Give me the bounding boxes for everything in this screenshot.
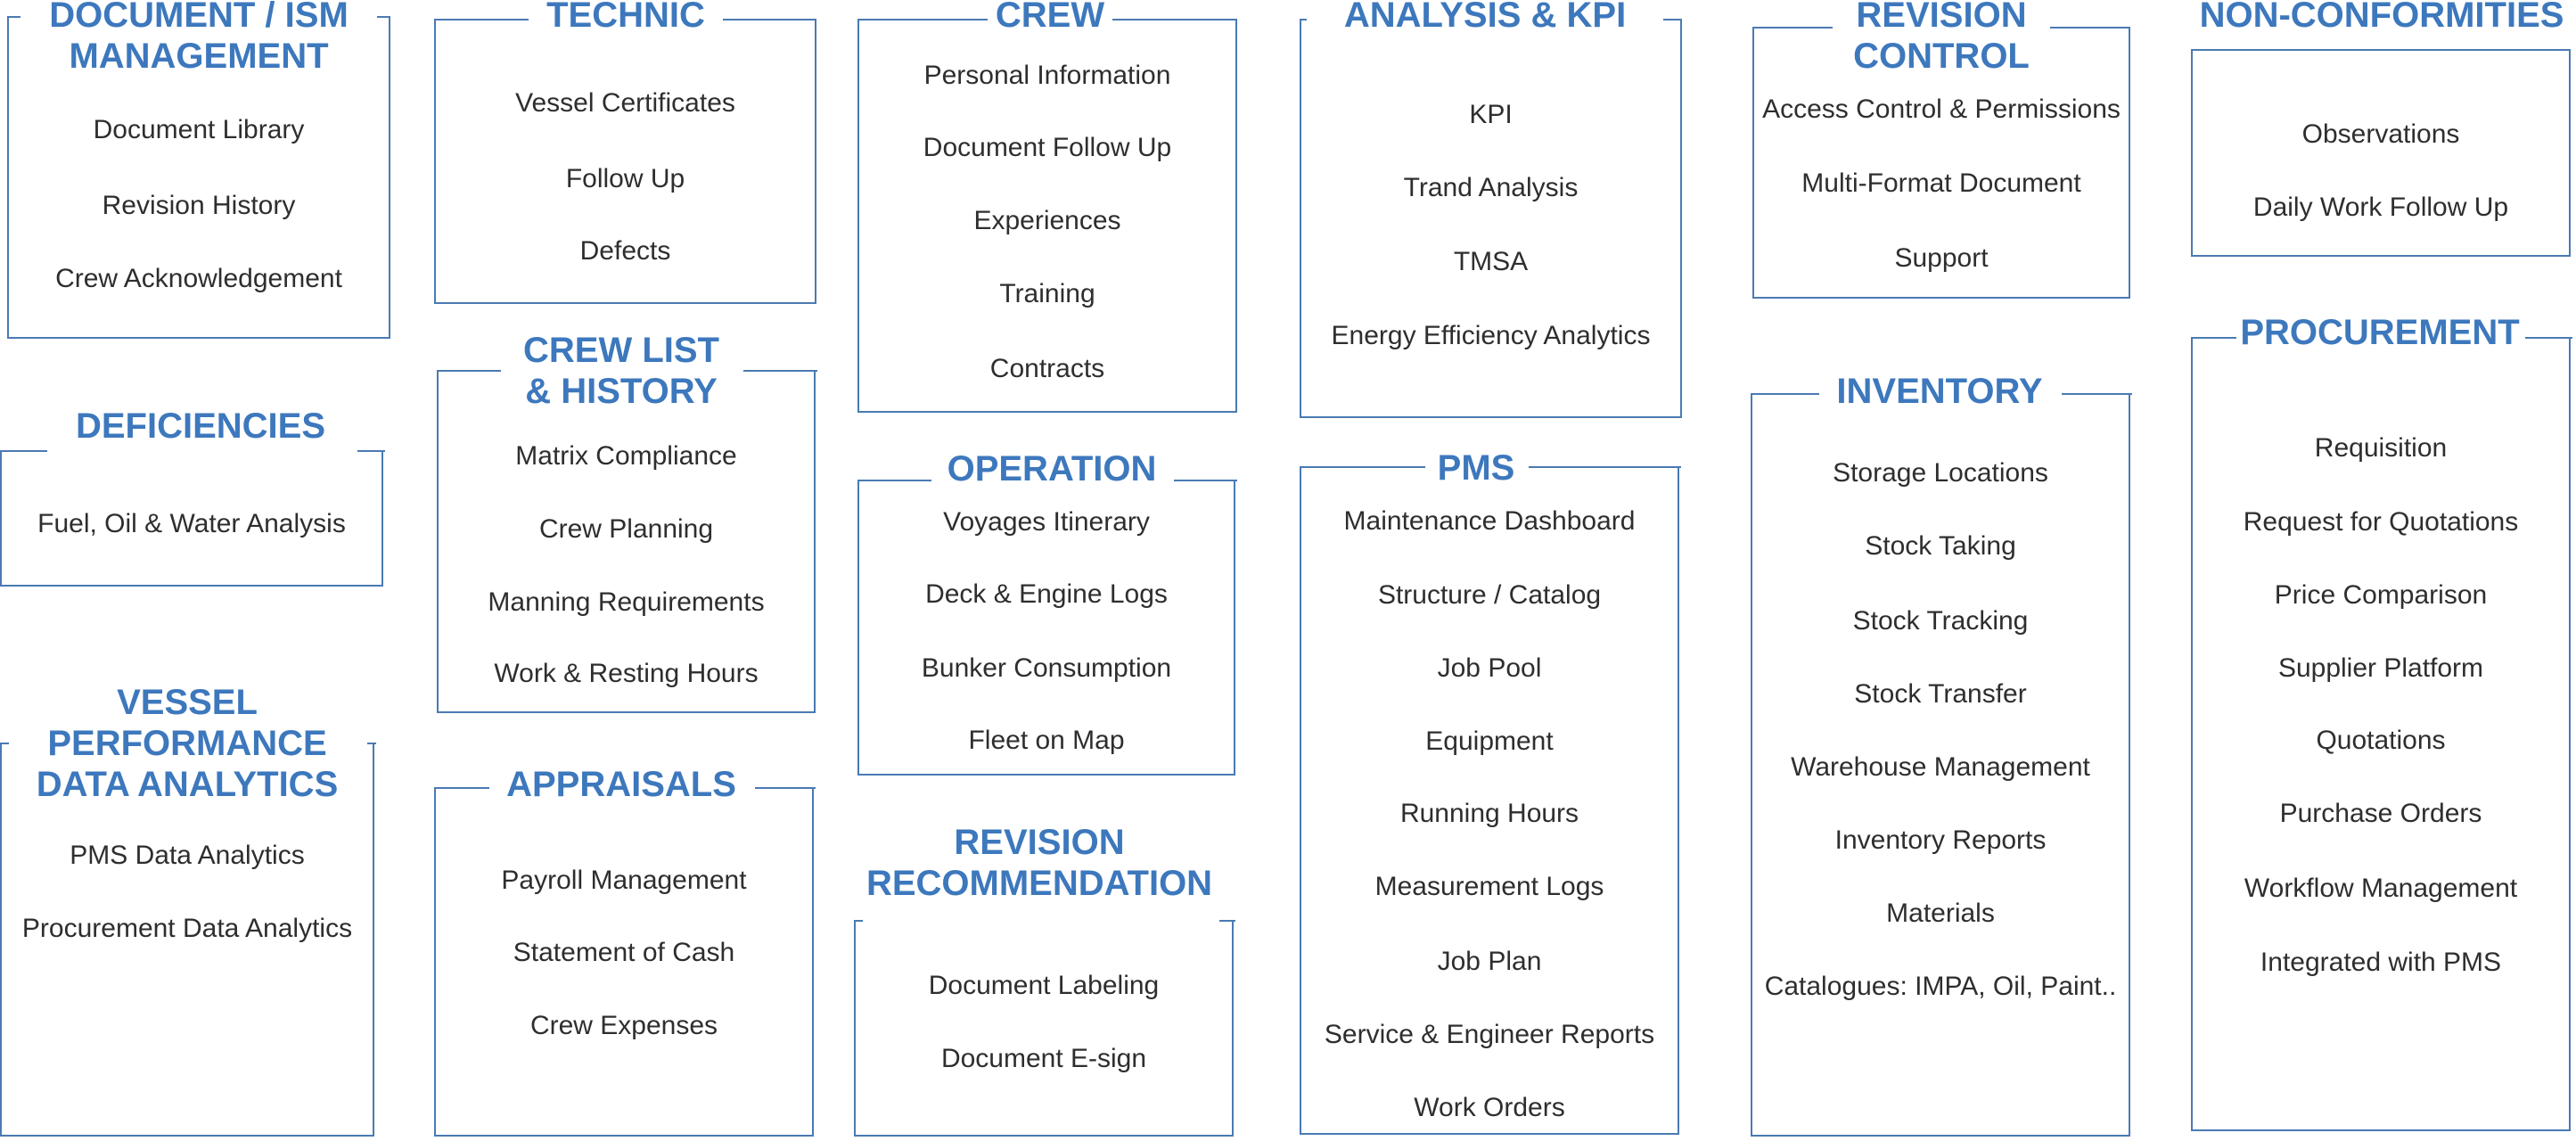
module-item: Quotations <box>2316 726 2446 755</box>
module-item: Deck & Engine Logs <box>925 579 1168 609</box>
module-item: Document E-sign <box>940 1044 1147 1073</box>
module-title-line: DATA ANALYTICS <box>36 765 339 804</box>
module-operation <box>857 480 1235 776</box>
box-top-edge-left <box>2191 337 2238 339</box>
module-title-line: MANAGEMENT <box>69 37 329 76</box>
module-title-line: & HISTORY <box>525 372 718 411</box>
module-item: Personal Information <box>923 61 1171 90</box>
box-top-edge-right <box>1219 920 1235 922</box>
module-title-line: CREW <box>995 0 1105 35</box>
box-top-edge-left <box>1751 393 1821 395</box>
module-item: Stock Transfer <box>1854 679 2027 709</box>
module-item: Document Library <box>93 115 305 144</box>
module-crew <box>857 19 1237 413</box>
module-item: Defects <box>579 236 671 266</box>
box-top-edge-left <box>857 480 933 481</box>
module-item: Maintenance Dashboard <box>1343 506 1636 536</box>
module-item: Crew Expenses <box>529 1011 718 1040</box>
module-item: Access Control & Permissions <box>1762 94 2121 124</box>
module-item: Follow Up <box>565 164 685 193</box>
module-item: Matrix Compliance <box>515 441 737 471</box>
module-item: Document Follow Up <box>923 133 1172 162</box>
module-item: Daily Work Follow Up <box>2252 193 2509 222</box>
box-top-edge-left <box>854 920 863 922</box>
module-procurement <box>2191 337 2571 1131</box>
module-title-line: ANALYSIS & KPI <box>1343 0 1627 35</box>
module-title-line: DOCUMENT / ISM <box>49 0 349 35</box>
module-crew-list-history <box>437 370 816 713</box>
module-item: Structure / Catalog <box>1377 580 1602 610</box>
module-item: Price Comparison <box>2274 580 2488 610</box>
module-item: Storage Locations <box>1833 458 2048 488</box>
module-item: Revision History <box>102 191 296 220</box>
box-top-edge-right <box>2062 393 2132 395</box>
module-item: Inventory Reports <box>1834 825 2047 855</box>
module-title <box>2236 312 2523 353</box>
module-title-line: RECOMMENDATION <box>866 864 1213 903</box>
module-item: Procurement Data Analytics <box>21 914 353 943</box>
module-technic <box>434 19 816 304</box>
module-title <box>2180 0 2576 36</box>
module-title-line: PERFORMANCE <box>47 724 327 763</box>
module-title <box>988 0 1112 36</box>
box-top-edge-left <box>1300 466 1427 468</box>
module-item: Integrated with PMS <box>2260 948 2502 977</box>
module-item: PMS Data Analytics <box>70 841 305 870</box>
module-revision-recommendation <box>854 920 1234 1137</box>
module-title-line: INVENTORY <box>1836 372 2043 411</box>
module-item: Work Orders <box>1414 1093 1565 1122</box>
module-item: Bunker Consumption <box>921 653 1172 683</box>
module-item: Support <box>1894 243 1989 273</box>
module-title <box>1425 447 1527 488</box>
module-title-line: PROCUREMENT <box>2240 313 2520 352</box>
module-item: Materials <box>1886 899 1995 928</box>
box-top-edge-left <box>434 787 491 789</box>
module-item: Measurement Logs <box>1374 872 1604 901</box>
module-item: Fleet on Map <box>968 726 1125 755</box>
module-item: Work & Resting Hours <box>494 659 759 688</box>
module-item: Observations <box>2301 119 2460 149</box>
module-item: Service & Engineer Reports <box>1324 1020 1655 1049</box>
module-title-line: TECHNIC <box>546 0 705 35</box>
module-title <box>931 448 1172 489</box>
module-item: Fuel, Oil & Water Analysis <box>37 509 346 538</box>
module-title <box>529 0 723 36</box>
module-item: Contracts <box>989 354 1105 383</box>
module-item: Crew Acknowledgement <box>55 264 342 293</box>
module-item: Crew Planning <box>538 514 714 544</box>
module-title-line: REVISION <box>954 823 1125 862</box>
module-title-line: OPERATION <box>947 449 1157 488</box>
module-title <box>9 682 365 805</box>
module-title-line: CONTROL <box>1853 37 2030 76</box>
module-item: Experiences <box>973 206 1121 235</box>
module-item: Running Hours <box>1399 799 1579 828</box>
module-item: Trand Analysis <box>1403 173 1579 202</box>
module-inventory <box>1751 393 2130 1137</box>
module-item: Requisition <box>2314 433 2448 463</box>
module-item: Voyages Itinerary <box>943 507 1150 537</box>
module-item: Manning Requirements <box>488 587 765 617</box>
module-item: Catalogues: IMPA, Oil, Paint.. <box>1764 972 2117 1001</box>
module-item: Energy Efficiency Analytics <box>1331 321 1651 350</box>
module-pms <box>1300 466 1679 1135</box>
module-title <box>1307 0 1663 36</box>
module-title-line: PMS <box>1437 448 1515 488</box>
module-item: Stock Tracking <box>1852 606 2029 636</box>
module-appraisals <box>434 787 814 1137</box>
module-item: Multi-Format Document <box>1801 168 2081 198</box>
module-item: Purchase Orders <box>2279 799 2482 828</box>
module-item: Warehouse Management <box>1791 752 2090 782</box>
box-top-edge-right <box>1529 466 1681 468</box>
box-top-edge-right <box>755 787 816 789</box>
module-item: TMSA <box>1453 247 1529 276</box>
module-title <box>501 330 742 412</box>
module-title <box>861 822 1218 904</box>
module-title-line: NON-CONFORMITIES <box>2199 0 2564 35</box>
box-top-edge-right <box>743 370 817 372</box>
module-item: Statement of Cash <box>513 938 735 967</box>
module-item: Payroll Management <box>501 866 747 895</box>
module-item: Job Plan <box>1437 947 1542 976</box>
module-item: Supplier Platform <box>2277 653 2484 683</box>
module-title <box>21 0 377 77</box>
module-item: KPI <box>1469 100 1513 129</box>
module-non-conformities <box>2191 49 2571 257</box>
module-item: Stock Taking <box>1865 531 2016 561</box>
module-title <box>45 406 356 447</box>
module-item: Document Labeling <box>928 971 1160 1000</box>
box-top-edge-left <box>437 370 503 372</box>
module-title <box>489 764 753 805</box>
module-item: Request for Quotations <box>2243 507 2519 537</box>
module-item: Workflow Management <box>2244 874 2518 903</box>
module-title-line: CREW LIST <box>523 331 719 370</box>
module-deficiencies <box>0 450 383 587</box>
module-item: Job Pool <box>1437 653 1542 683</box>
module-item: Vessel Certificates <box>515 88 735 118</box>
module-item: Training <box>999 279 1095 308</box>
module-title-line: APPRAISALS <box>506 765 736 804</box>
box-top-edge-right <box>2525 337 2572 339</box>
module-title <box>1819 371 2060 412</box>
box-top-edge-left <box>0 450 47 452</box>
module-analysis-kpi <box>1300 19 1682 418</box>
box-top-edge-right <box>367 743 376 744</box>
module-title-line: DEFICIENCIES <box>75 406 326 446</box>
box-top-edge-right <box>357 450 385 452</box>
module-title-line: VESSEL <box>117 683 258 722</box>
module-item: Equipment <box>1425 726 1554 756</box>
box-top-edge-right <box>1174 480 1237 481</box>
module-title <box>1833 0 2050 77</box>
module-title-line: REVISION <box>1856 0 2027 35</box>
